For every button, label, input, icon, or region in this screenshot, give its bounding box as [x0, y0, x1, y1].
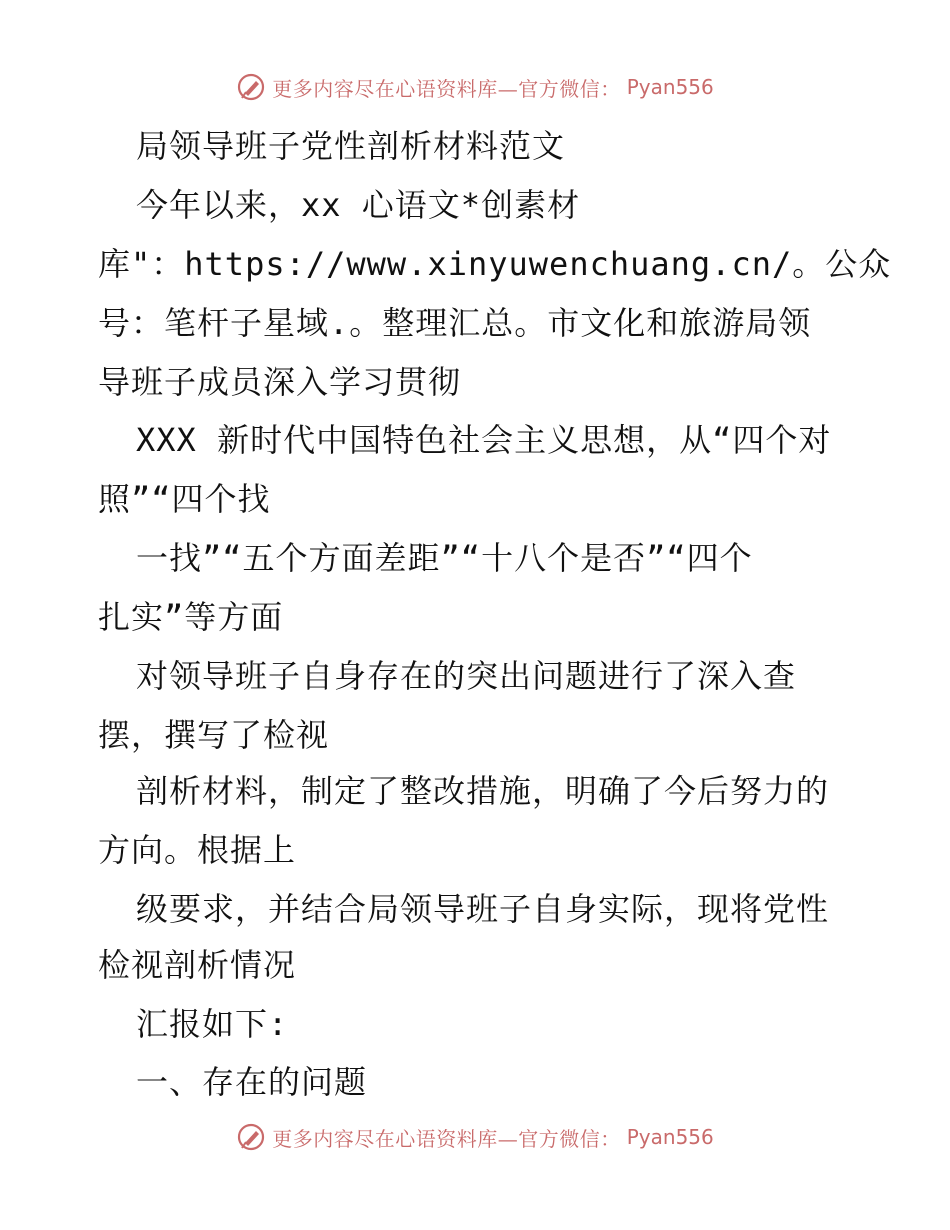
- document-title: 局领导班子党性剖析材料范文: [136, 127, 566, 165]
- paragraph-line: 库"：https://www.xinyuwenchuang.cn/。公众: [98, 245, 892, 283]
- pen-logo-icon: [236, 72, 266, 102]
- watermark-text: 更多内容尽在心语资料库—官方微信：: [272, 76, 621, 101]
- paragraph-line: 号：笔杆子星域.。整理汇总。市文化和旅游局领: [98, 304, 812, 342]
- header-watermark: [0, 72, 950, 102]
- pen-logo-icon: [236, 1122, 266, 1152]
- paragraph-line: 剖析材料，制定了整改措施，明确了今后努力的: [136, 772, 830, 810]
- paragraph-line: 今年以来，xx 心语文*创素材: [136, 186, 581, 224]
- paragraph-line: 照”“四个找: [98, 480, 271, 518]
- paragraph-line: 摆，撰写了检视: [98, 716, 330, 754]
- footer-watermark: [0, 1122, 950, 1152]
- paragraph-line: 一找”“五个方面差距”“十八个是否”“四个: [136, 539, 753, 577]
- paragraph-line: XXX 新时代中国特色社会主义思想，从“四个对: [136, 421, 832, 459]
- paragraph-line: 方向。根据上: [98, 831, 297, 869]
- paragraph-line: 对领导班子自身存在的突出问题进行了深入查: [136, 657, 797, 695]
- paragraph-line: 检视剖析情况: [98, 946, 297, 984]
- watermark-text: 更多内容尽在心语资料库—官方微信：: [272, 1126, 621, 1151]
- paragraph-line: 导班子成员深入学习贯彻: [98, 363, 462, 401]
- watermark-handle: Pyan556: [626, 1125, 714, 1149]
- watermark-handle: Pyan556: [626, 75, 714, 99]
- paragraph-line: 级要求，并结合局领导班子自身实际，现将党性: [136, 890, 830, 928]
- section-heading: 一、存在的问题: [136, 1063, 368, 1101]
- paragraph-line: 扎实”等方面: [98, 598, 284, 636]
- paragraph-line: 汇报如下:: [136, 1005, 289, 1043]
